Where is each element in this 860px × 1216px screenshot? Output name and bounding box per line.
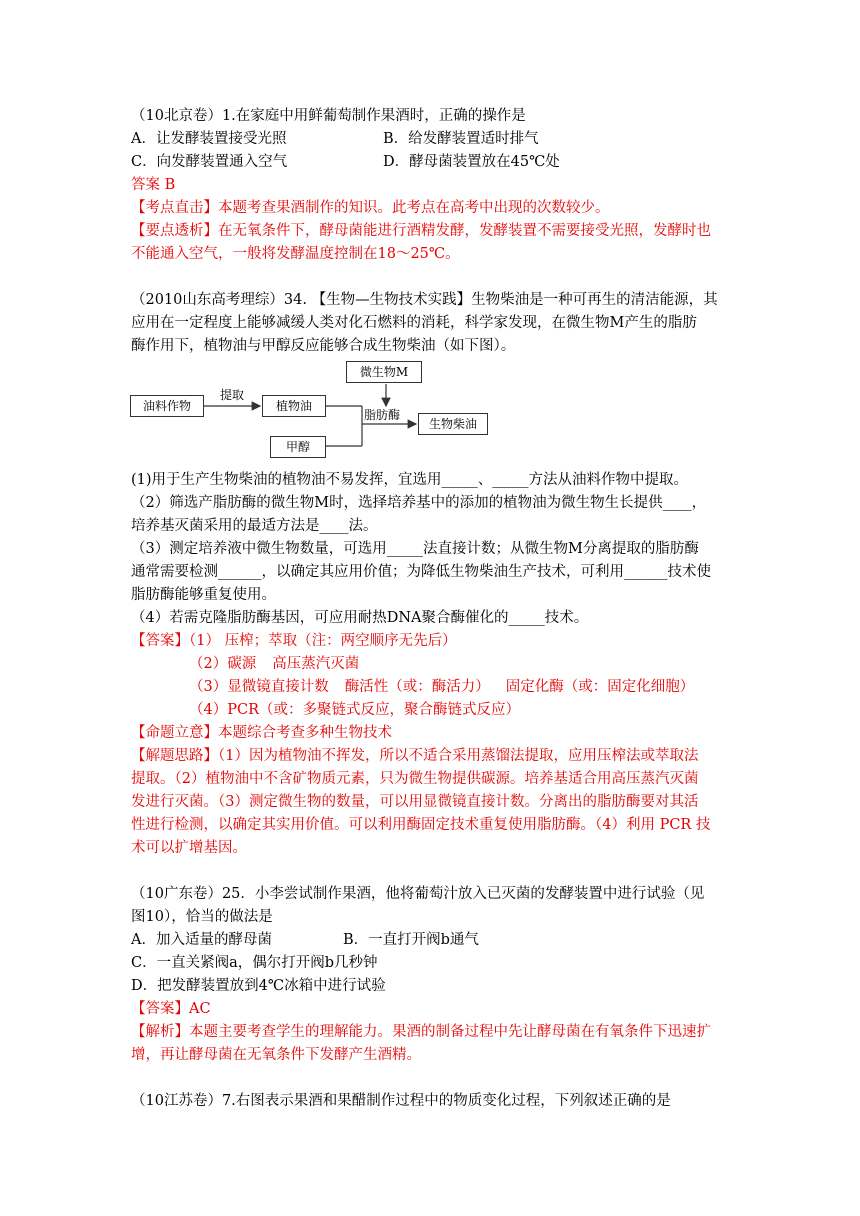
q2-sub3-line1: （3）测定培养液中微生物数量，可选用_____法直接计数；从微生物M分离提取的脂肪酶 [131,541,699,557]
q2-sub1: (1)用于生产生物柴油的植物油不易发挥，宜选用_____、_____方法从油料作物中提取。 [131,472,689,488]
q1-option-a: A．让发酵装置接受光照 [131,131,287,147]
q1-options-row2 [131,152,560,172]
q3-jiexi-line2: 增，再让酵母菌在无氧条件下发酵产生酒精。 [131,1047,421,1063]
q2-answer-2a: （2）碳源 [189,656,257,672]
q3-option-d: D．把发酵装置放到4℃冰箱中进行试验 [131,978,386,994]
q2-answer-line3 [189,677,694,697]
q2-answer-3a: （3）显微镜直接计数 [189,679,329,695]
q3-options-row1 [131,930,479,950]
q3-jiexi-line1: 【解析】本题主要考查学生的理解能力。果酒的制备过程中先让酵母菌在有氧条件下迅速扩 [131,1024,711,1040]
q2-jieti-line5: 术可以扩增基因。 [131,840,247,856]
q1-option-d: D．酵母菌装置放在45℃处 [383,154,560,170]
diagram-plant-oil-box: 植物油 [262,395,326,417]
biodiesel-diagram [128,356,488,460]
q3-option-a: A．加入适量的酵母菌 [131,932,272,948]
q3-stem-line2: 图10），恰当的做法是 [131,909,273,925]
q2-sub2-line2: 培养基灭菌采用的最适方法是____法。 [131,518,378,534]
q1-option-b: B．给发酵装置适时排气 [383,131,539,147]
q2-jieti-line2: 提取。（2）植物油中不含矿物质元素，只为微生物提供碳源。培养基适合用高压蒸汽灭菌 [131,771,699,787]
q2-mingti: 【命题立意】本题综合考查多种生物技术 [131,725,392,741]
q2-jieti-line1: 【解题思路】（1）因为植物油不挥发，所以不适合采用蒸馏法提取，应用压榨法或萃取法 [131,748,699,764]
q3-option-b: B．一直打开阀b通气 [343,932,479,948]
diagram-biodiesel-box: 生物柴油 [418,413,488,435]
diagram-lipase-label: 脂肪酶 [364,408,401,422]
q1-answer: 答案 B [131,177,176,193]
q2-stem-line3: 酶作用下，植物油与甲醇反应能够合成生物柴油（如下图）。 [131,338,516,354]
q2-stem-line2: 应用在一定程度上能够减缓人类对化石燃料的消耗，科学家发现，在微生物M产生的脂肪 [131,315,697,331]
q1-option-c: C．向发酵装置通入空气 [131,154,288,170]
q2-answer-line2 [189,654,359,674]
q2-answer-3b: 酶活性（或：酶活力） [344,679,490,695]
q2-answer-3c: 固定化酶（或：固定化细胞） [505,679,695,695]
q2-answer-line4: （4）PCR（或：多聚链式反应，聚合酶链式反应） [189,702,520,718]
q2-sub4: （4）若需克隆脂肪酶基因，可应用耐热DNA聚合酶催化的_____技术。 [131,610,589,626]
q2-sub3-line2: 通常需要检测______，以确定其应用价值；为降低生物柴油生产技术，可利用______技术使 [131,564,711,580]
q2-answer-line1 [131,631,457,651]
q2-jieti-line3: 发进行灭菌。（3）测定微生物的数量，可以用显微镜直接计数。分离出的脂肪酶要对其活 [131,794,699,810]
q2-answer-label: 【答案】 [131,633,189,649]
q2-jieti-line4: 性进行检测，以确定其实用价值。可以利用酶固定技术重复使用脂肪酶。（4）利用 PCR 技 [131,817,711,833]
q1-yaodian-line1: 【要点透析】在无氧条件下，酵母菌能进行酒精发酵，发酵装置不需要接受光照，发酵时也 [131,223,711,239]
q4-stem: （10江苏卷）7.右图表示果酒和果醋制作过程中的物质变化过程，下列叙述正确的是 [131,1093,671,1109]
diagram-oil-crop-box: 油料作物 [130,395,204,417]
q3-stem-line1: （10广东卷）25．小李尝试制作果酒，他将葡萄汁放入已灭菌的发酵装置中进行试验（见 [131,886,705,902]
q1-stem: （10北京卷）1.在家庭中用鲜葡萄制作果酒时，正确的操作是 [131,108,526,124]
diagram-extract-label: 提取 [220,388,245,402]
q1-yaodian-line2: 不能通入空气，一般将发酵温度控制在18～25℃。 [131,246,460,262]
q3-option-c: C．一直关紧阀a，偶尔打开阀b几秒钟 [131,955,378,971]
q1-options-row1 [131,129,539,149]
q2-sub2-line1: （2）筛选产脂肪酶的微生物M时，选择培养基中的添加的植物油为微生物生长提供____， [131,495,707,511]
q2-answer-1: （1） 压榨；萃取（注：两空顺序无先后） [189,633,457,649]
diagram-microbe-box: 微生物M [346,361,422,383]
q3-answer: 【答案】AC [131,1001,211,1017]
q2-stem-line1: （2010山东高考理综）34. 【生物—生物技术实践】生物柴油是一种可再生的清洁能源，其 [131,292,718,308]
diagram-methanol-box: 甲醇 [270,436,326,458]
q2-answer-2b: 高压蒸汽灭菌 [272,656,360,672]
q2-sub3-line3: 脂肪酶能够重复使用。 [131,587,276,603]
q1-kaodian: 【考点直击】本题考查果酒制作的知识。此考点在高考中出现的次数较少。 [131,200,610,216]
